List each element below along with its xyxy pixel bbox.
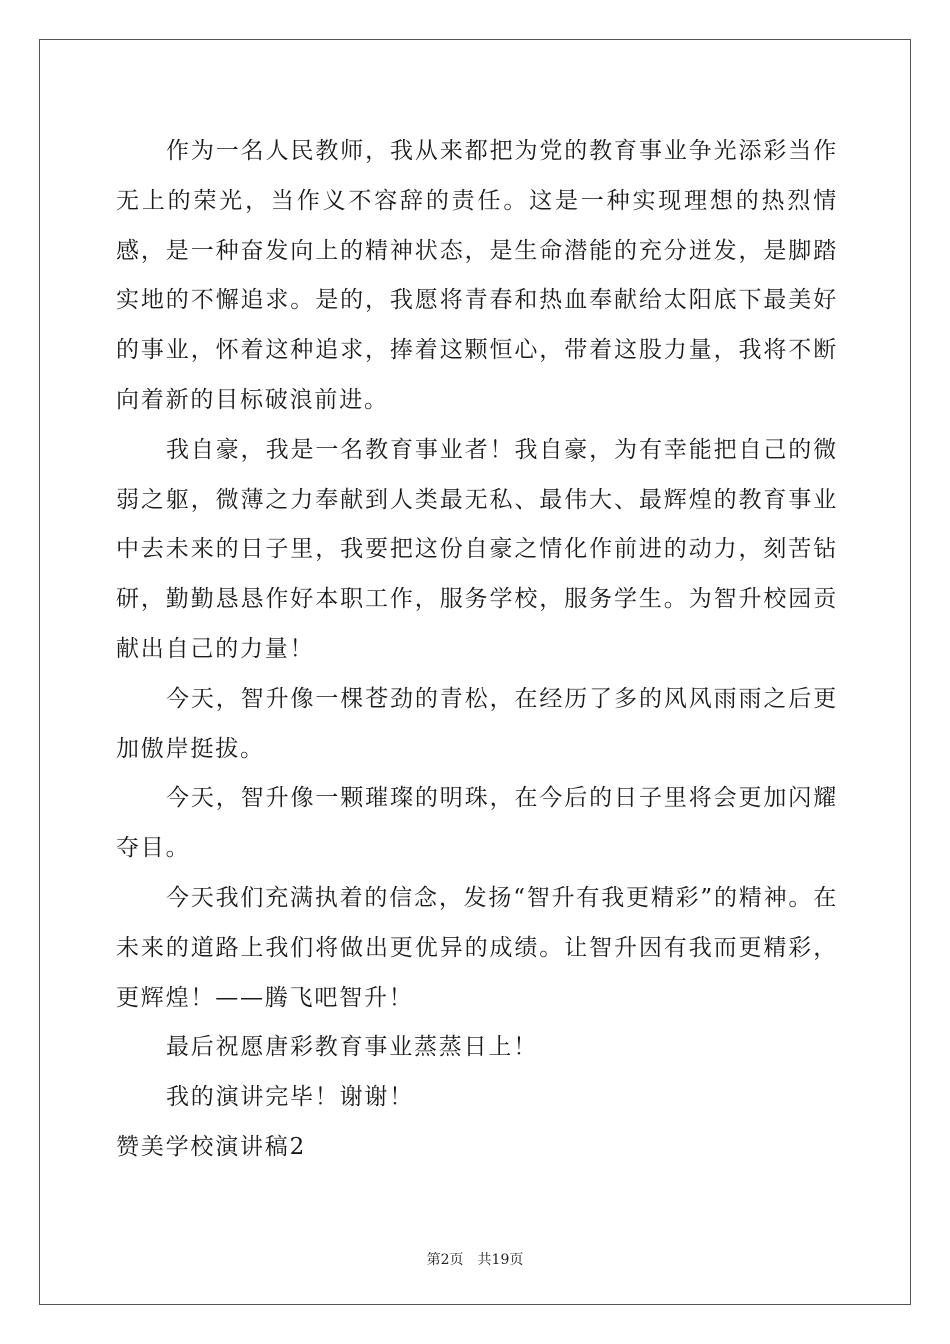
paragraph: 今天，智升像一棵苍劲的青松，在经历了多的风风雨雨之后更加傲岸挺拔。 xyxy=(116,685,838,762)
paragraph: 今天我们充满执着的信念，发扬“智升有我更精彩”的精神。在未来的道路上我们将做出更优异的成绩。让智升因有我而更精彩，更辉煌！——腾飞吧智升！ xyxy=(116,884,838,1011)
paragraph: 我自豪，我是一名教育事业者！我自豪，为有幸能把自己的微弱之躯，微薄之力奉献到人类最无私、最伟大、最辉煌的教育事业中去未来的日子里，我要把这份自豪之情化作前进的动力，刻苦钻研，勤勤恳恳作好本职工作，服务学校，服务学生。为智升校园贡献出自己的力量！ xyxy=(116,436,838,662)
page-number-footer: 第2页 共19页 xyxy=(426,1252,524,1268)
section-heading: 赞美学校演讲稿2 xyxy=(116,1133,307,1160)
paragraph: 今天，智升像一颗璀璨的明珠，在今后的日子里将会更加闪耀夺目。 xyxy=(116,785,838,862)
paragraph: 我的演讲完毕！谢谢！ xyxy=(166,1084,414,1111)
paragraph: 最后祝愿唐彩教育事业蒸蒸日上！ xyxy=(166,1034,538,1061)
paragraph: 作为一名人民教师，我从来都把为党的教育事业争光添彩当作无上的荣光，当作义不容辞的责任。这是一种实现理想的热烈情感，是一种奋发向上的精神状态，是生命潜能的充分迸发，是脚踏实地的不懈追求。是的，我愿将青春和热血奉献给太阳底下最美好的事业，怀着这种追求，捧着这颗恒心，带着这股力量，我将不断向着新的目标破浪前进。 xyxy=(116,138,838,413)
document-body xyxy=(116,127,838,1173)
